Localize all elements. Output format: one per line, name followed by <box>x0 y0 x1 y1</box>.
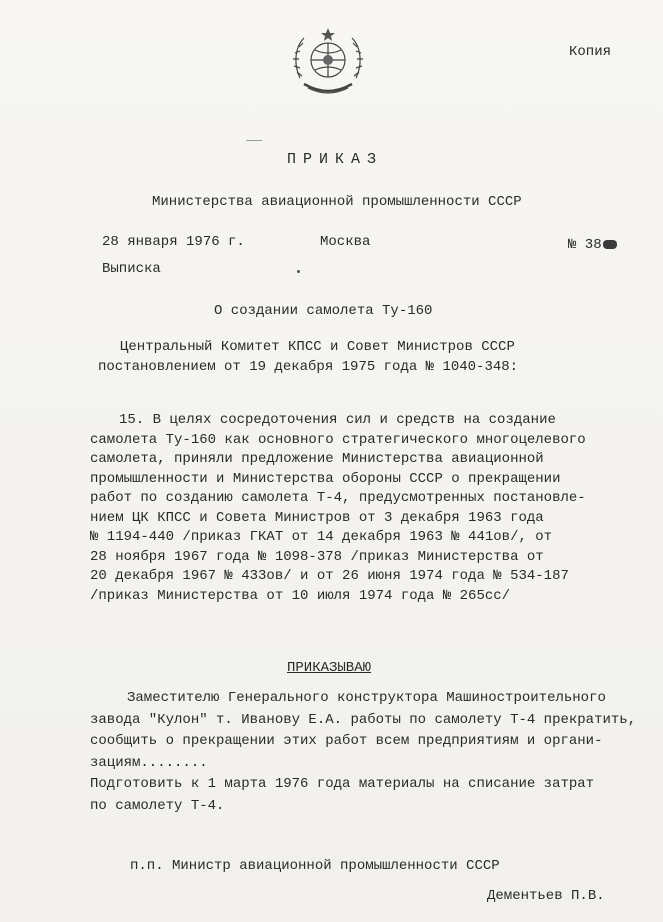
clause-line: /приказ Министерства от 10 июля 1974 года № 265сс/ <box>90 587 511 604</box>
signatory-name: Дементьев П.В. <box>487 888 605 904</box>
document-number <box>568 237 617 254</box>
clause-line: 20 декабря 1967 № 433ов/ и от 26 июня 1974 года № 534-187 <box>90 568 569 584</box>
issuing-ministry: Министерства авиационной промышленности СССР <box>152 194 522 210</box>
intro-line: постановлением от 19 декабря 1975 года № 1040-348: <box>98 359 519 375</box>
state-emblem-icon <box>290 26 366 100</box>
clause-line: самолета, приняли предложение Министерства авиационной <box>90 451 544 467</box>
extract-label: Выписка <box>102 261 161 277</box>
clause-line: промышленности и Министерства обороны СССР о прекращении <box>90 470 561 487</box>
order-line: зациям........ <box>90 754 208 771</box>
document-title: ПРИКАЗ <box>287 151 384 168</box>
order-paragraph <box>90 688 636 817</box>
order-line: завода "Кулон" т. Иванову Е.А. работы по самолету Т-4 прекратить, <box>90 711 637 728</box>
clause-line: № 1194-440 /приказ ГКАТ от 14 декабря 1963 № 441ов/, от <box>90 529 553 545</box>
order-heading: ПРИКАЗЫВАЮ <box>287 660 372 676</box>
paper-speck <box>297 270 300 273</box>
intro-paragraph <box>98 337 518 377</box>
clause-line: нием ЦК КПСС и Совета Министров от 3 декабря 1963 года <box>90 509 544 526</box>
order-line: сообщить о прекращении этих работ всем предприятиям и органи- <box>90 733 603 749</box>
order-line: Подготовить к 1 марта 1976 года материалы на списание затрат <box>90 776 595 792</box>
document-number-text: № 38 <box>568 237 602 253</box>
clause-line: 28 ноября 1967 года № 1098-378 /приказ Министерства от <box>90 548 544 565</box>
subject-line: О создании самолета Ту-160 <box>214 303 433 319</box>
order-line: Заместителю Генерального конструктора Машиностроительного <box>127 690 606 706</box>
ink-blot <box>603 240 617 249</box>
paper-mark <box>246 140 262 141</box>
intro-line: Центральный Комитет КПСС и Совет Министров СССР <box>120 339 515 355</box>
document-city: Москва <box>320 234 371 250</box>
document-date: 28 января 1976 г. <box>102 234 245 250</box>
copy-mark: Копия <box>569 44 612 60</box>
order-line: по самолету Т-4. <box>90 797 225 814</box>
clause-line: работ по созданию самолета Т-4, предусмотренных постановле- <box>90 490 586 506</box>
clause-line: самолета Ту-160 как основного стратегического многоцелевого <box>90 431 586 448</box>
clause-15-paragraph <box>90 411 586 606</box>
signature-line: п.п. Министр авиационной промышленности СССР <box>130 858 500 874</box>
clause-line: 15. В целях сосредоточения сил и средств на создание <box>119 412 556 428</box>
